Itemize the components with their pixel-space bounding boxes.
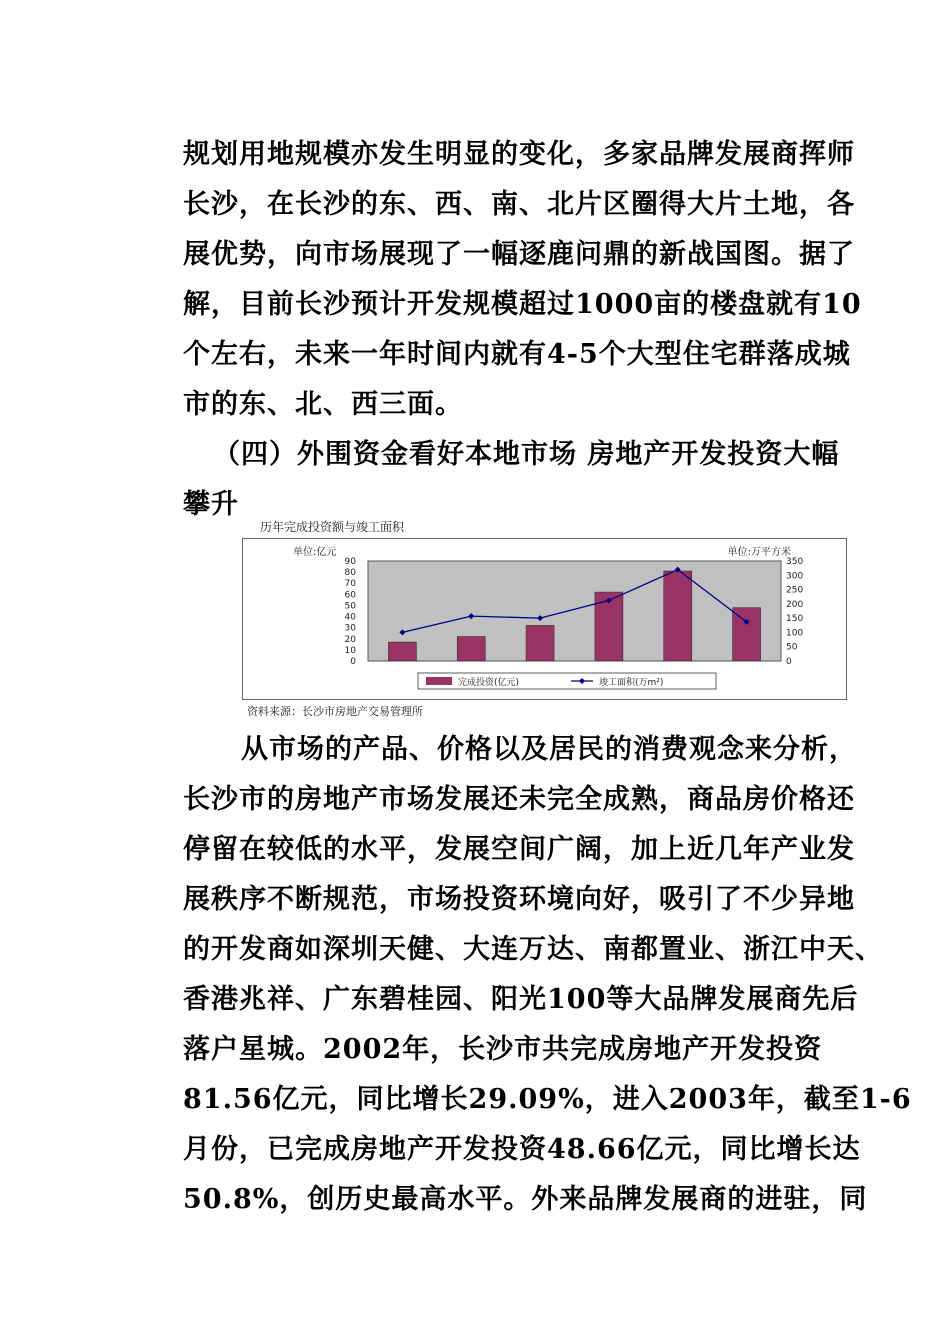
investment-chart [243,539,846,699]
y-tick-label: 90 [344,557,356,567]
left-axis-unit: 单位:亿元 [293,547,337,558]
bar [388,642,416,661]
y-tick-label: 40 [344,612,356,623]
y2-tick-label: 100 [786,628,804,639]
y-tick-label: 10 [344,645,356,656]
text-line: 的开发商如深圳天健、大连万达、南都置业、浙江中天、 [183,934,883,965]
y2-tick-label: 200 [786,599,804,610]
legend-line-label: 竣工面积(万m²) [599,678,664,688]
text-line: 长沙市的房地产市场发展还未完全成熟，商品房价格还 [183,784,855,815]
bar [664,571,692,661]
bar [526,625,554,661]
y2-tick-label: 0 [786,657,792,667]
y-tick-label: 50 [344,601,356,612]
y2-tick-label: 50 [786,642,798,653]
text-line: 解，目前长沙预计开发规模超过1000亩的楼盘就有10 [183,289,862,320]
right-axis-unit: 单位:万平方米 [727,547,791,558]
y-tick-label: 0 [350,657,356,667]
chart-caption: 历年完成投资额与竣工面积 [260,520,405,534]
chart-source: 资料来源：长沙市房地产交易管理所 [247,705,423,718]
y-tick-label: 20 [344,634,356,645]
y-tick-label: 80 [344,568,356,579]
text-line: 个左右，未来一年时间内就有4-5个大型住宅群落成城 [183,339,851,370]
y2-tick-label: 150 [786,614,804,625]
chart-frame [242,538,847,700]
text-line: 市的东、北、西三面。 [183,389,463,420]
text-line: 展秩序不断规范，市场投资环境向好，吸引了不少异地 [183,884,855,915]
y2-tick-label: 300 [786,571,804,582]
heading-line: 攀升 [183,489,239,520]
text-line: 从市场的产品、价格以及居民的消费观念来分析， [241,734,857,765]
y-tick-label: 30 [344,623,356,634]
text-line: 规划用地规模亦发生明显的变化，多家品牌发展商挥师 [183,139,855,170]
y-tick-label: 70 [344,579,356,590]
y-tick-label: 60 [344,590,356,601]
text-line: 展优势，向市场展现了一幅逐鹿问鼎的新战国图。据了 [183,239,855,270]
text-line: 月份，已完成房地产开发投资48.66亿元，同比增长达 [183,1134,861,1165]
bar [457,637,485,661]
text-line: 香港兆祥、广东碧桂园、阳光100等大品牌发展商先后 [183,984,859,1015]
legend-bar-swatch [426,677,452,685]
text-line: 长沙，在长沙的东、西、南、北片区圈得大片土地，各 [183,189,855,220]
text-line: 50.8%，创历史最高水平。外来品牌发展商的进驻，同 [183,1184,868,1215]
plot-area [368,561,781,661]
y2-tick-label: 350 [786,557,804,567]
text-line: 落户星城。2002年，长沙市共完成房地产开发投资 [183,1034,823,1065]
text-line: 停留在较低的水平，发展空间广阔，加上近几年产业发 [183,834,855,865]
bar [733,608,761,661]
heading-line: （四）外围资金看好本地市场 房地产开发投资大幅 [213,439,840,470]
y2-tick-label: 250 [786,585,804,596]
legend-bar-label: 完成投资(亿元) [458,678,520,688]
text-line: 81.56亿元，同比增长29.09%，进入2003年，截至1-6 [183,1084,912,1115]
